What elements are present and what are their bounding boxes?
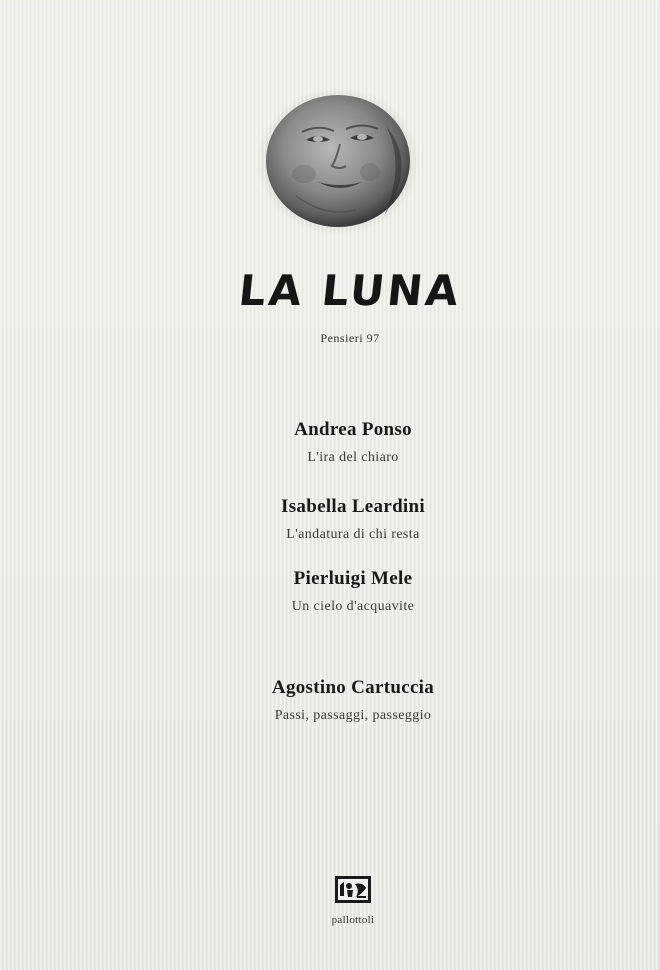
author-name: Isabella Leardini <box>281 496 425 517</box>
work-title: Passi, passaggi, passeggio <box>274 707 432 723</box>
work-title: Un cielo d'acquavite <box>291 598 415 614</box>
author-entry <box>0 497 660 542</box>
author-entry <box>0 569 660 614</box>
publisher-logo-icon <box>335 876 371 903</box>
work-title: L'andatura di chi resta <box>286 526 420 542</box>
author-entry <box>0 678 660 723</box>
work-title: L'ira del chiaro <box>307 449 399 465</box>
cover-title: LA LUNA <box>236 266 464 315</box>
publisher-name: pallottoli <box>331 914 375 926</box>
author-name: Pierluigi Mele <box>293 568 413 589</box>
cover-subtitle: Pensieri 97 <box>320 331 380 345</box>
author-entry <box>0 420 660 465</box>
author-name: Andrea Ponso <box>294 419 412 440</box>
moon-face-icon <box>256 86 422 236</box>
author-name: Agostino Cartuccia <box>271 677 435 698</box>
publisher-block <box>0 876 660 926</box>
